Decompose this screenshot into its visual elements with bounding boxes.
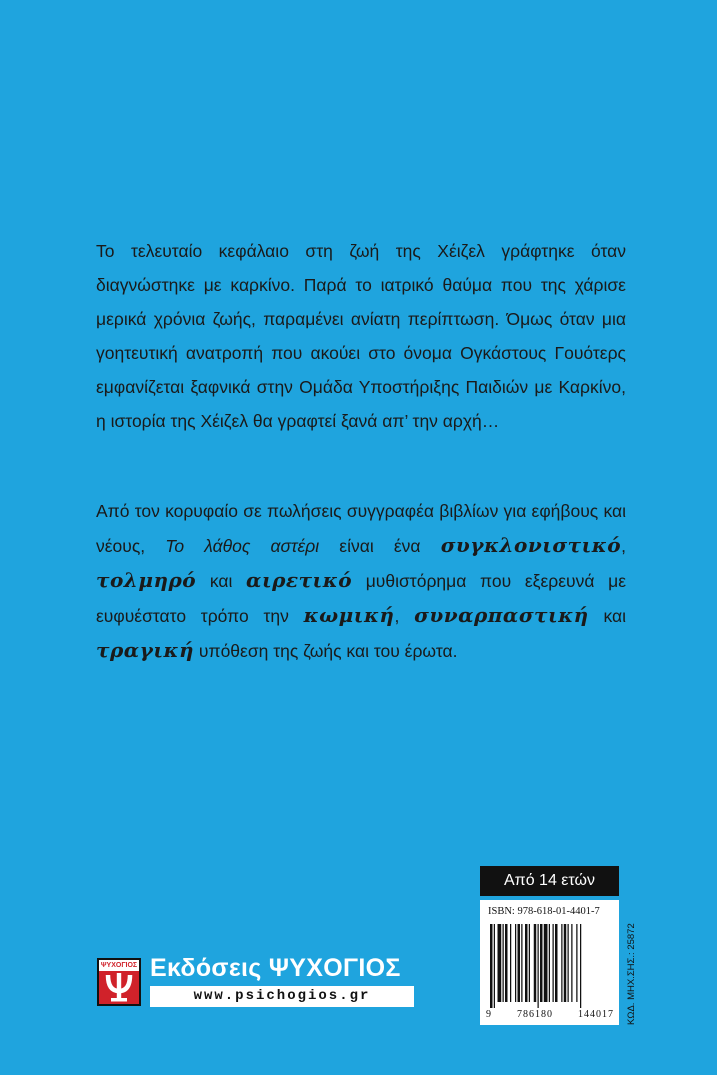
handwritten-word-3: αιρετικό	[246, 568, 353, 592]
p2-text-4: μυθιστόρημα που εξερευνά με ευφυέστατο τρόπο την	[96, 571, 627, 626]
p2-text-2: είναι ένα	[319, 536, 441, 556]
barcode-digits-group-1: 786180	[517, 1009, 553, 1020]
psi-icon	[99, 971, 139, 1004]
handwritten-word-1: συγκλονιστικό	[440, 533, 622, 557]
p2-text-1: Από τον κορυφαίο σε πωλήσεις συγγραφέα βιβλίων για εφήβους και νέους,	[96, 501, 626, 556]
barcode-digit-first: 9	[486, 1009, 492, 1020]
age-badge: Από 14 ετών	[480, 866, 619, 896]
barcode-box	[480, 900, 619, 1025]
blurb-paragraph-1: Το τελευταίο κεφάλαιο στη ζωή της Χέιζελ γράφτηκε όταν διαγνώστηκε με καρκίνο. Παρά το ιατρικό θαύμα που της χάρισε μερικά χρόνια ζωής, παραμένει ανίατη περίπτωση. Όμως όταν μια γοητευτική ανατροπή που ακούει στο όνομα Ογκάστους Γουότερς εμφανίζεται ξαφνικά στην Ομάδα Υποστήριξης Παιδιών με Καρκίνο, η ιστορία της Χέιζελ θα γραφτεί ξανά απ’ την αρχή…	[96, 241, 626, 431]
handwritten-word-5: συναρπαστική	[414, 603, 589, 627]
isbn-label: ISBN: 978-618-01-4401-7	[488, 906, 600, 917]
handwritten-word-2: τολμηρό	[96, 568, 197, 592]
barcode-digits-group-2: 144017	[578, 1009, 614, 1020]
book-title: Το λάθος αστέρι	[165, 536, 320, 556]
p2-sep-2: ,	[394, 606, 415, 626]
publisher-name: Εκδόσεις ΨΥΧΟΓΙΟΣ	[150, 954, 401, 982]
handwritten-word-4: κωμική	[303, 603, 395, 627]
barcode-number	[486, 1009, 614, 1020]
publisher-logo-text: ΨΥΧΟΓΙΟΣ	[100, 962, 138, 969]
handwritten-word-6: τραγική	[96, 638, 195, 662]
p2-text-5: και	[588, 606, 627, 626]
barcode-bars-icon	[490, 924, 610, 1008]
machine-code-label: ΚΩΔ. ΜΗΧ.ΣΗΣ.: 25872	[626, 923, 637, 1025]
p2-text-3: και	[196, 571, 247, 591]
p2-sep-1: ,	[621, 536, 627, 556]
publisher-url[interactable]: www.psichogios.gr	[150, 986, 414, 1007]
publisher-logo	[97, 958, 141, 1006]
blurb-paragraph-2	[96, 494, 626, 668]
p2-text-6: υπόθεση της ζωής και του έρωτα.	[194, 641, 458, 661]
